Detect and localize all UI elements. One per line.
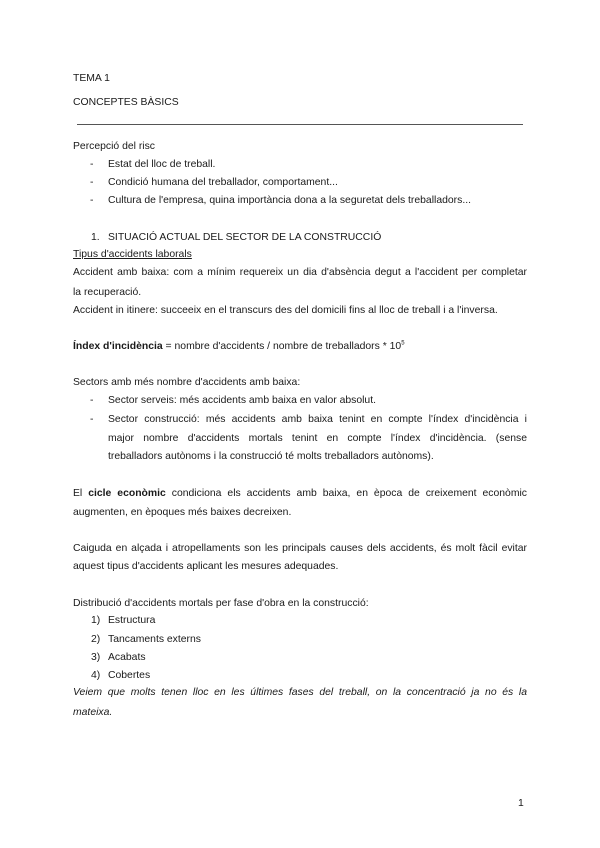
sectors-heading: Sectors amb més nombre d'accidents amb baixa:: [73, 377, 301, 388]
bullet-dash: -: [90, 414, 94, 425]
sector-construccio-line1: Sector construcció: més accidents amb baixa tenint en compte l'índex d'incidència i: [108, 414, 527, 425]
index-formula: [73, 340, 405, 354]
distribucio-heading: Distribució d'accidents mortals per fase d'obra en la construcció:: [73, 598, 369, 609]
sector-construccio-line3: treballadors autònoms i la construcció té molts treballadors autònoms).: [108, 451, 434, 462]
risc-item: Estat del lloc de treball.: [108, 159, 216, 170]
risc-item: Cultura de l'empresa, quina importància dona a la seguretat dels treballadors...: [108, 195, 471, 206]
title-divider: [77, 124, 523, 125]
sector-serveis: Sector serveis: més accidents amb baixa en valor absolut.: [108, 395, 376, 406]
cicle-pre: El: [73, 488, 89, 499]
caiguda-line1: Caiguda en alçada i atropellaments son les principals causes dels accidents, és molt fàcil evitar: [73, 543, 527, 554]
sector-construccio-line2: major nombre d'accidents mortals tenint en compte l'índex d'incidència. (sense: [108, 433, 527, 444]
index-exponent: 5: [401, 340, 405, 347]
bullet-dash: -: [90, 195, 94, 206]
index-formula-text: = nombre d'accidents / nombre de treballadors * 10: [162, 341, 402, 352]
page-title: CONCEPTES BÀSICS: [73, 97, 179, 108]
list-number: 1): [91, 615, 101, 626]
distribucio-note-line2: mateixa.: [73, 707, 113, 718]
in-itinere-text: Accident in itinere: succeeix en el transcurs des del domicili fins al lloc de treball i a l'inversa.: [73, 305, 498, 316]
accident-baixa-line2: la recuperació.: [73, 287, 142, 298]
cicle-line1: [73, 487, 527, 501]
index-label: Índex d'incidència: [73, 341, 163, 352]
list-number: 2): [91, 634, 101, 645]
list-item: Tancaments externs: [108, 634, 201, 645]
list-number: 3): [91, 652, 101, 663]
section-heading: SITUACIÓ ACTUAL DEL SECTOR DE LA CONSTRUCCIÓ: [108, 232, 382, 243]
list-item: Cobertes: [108, 670, 151, 681]
cicle-bold: cicle econòmic: [88, 488, 166, 499]
bullet-dash: -: [90, 177, 94, 188]
section-number: 1.: [91, 232, 100, 243]
cicle-post: condiciona els accidents amb baixa, en època de creixement econòmic: [165, 488, 527, 499]
list-number: 4): [91, 670, 101, 681]
bullet-dash: -: [90, 159, 94, 170]
tema-label: TEMA 1: [73, 73, 110, 84]
section-subheading: Tipus d'accidents laborals: [73, 249, 192, 260]
page-number: 1: [518, 798, 524, 809]
bullet-dash: -: [90, 395, 94, 406]
list-item: Acabats: [108, 652, 146, 663]
risc-heading: Percepció del risc: [73, 141, 156, 152]
list-item: Estructura: [108, 615, 156, 626]
risc-item: Condició humana del treballador, comportament...: [108, 177, 338, 188]
accident-baixa-line1: Accident amb baixa: com a mínim requereix un dia d'absència degut a l'accident per completar: [73, 267, 527, 278]
distribucio-note-line1: Veiem que molts tenen lloc en les últimes fases del treball, on la concentració ja no és la: [73, 687, 527, 698]
cicle-line2: augmenten, en èpoques més baixes decreixen.: [73, 507, 292, 518]
caiguda-line2: aquest tipus d'accidents aplicant les mesures adequades.: [73, 561, 339, 572]
